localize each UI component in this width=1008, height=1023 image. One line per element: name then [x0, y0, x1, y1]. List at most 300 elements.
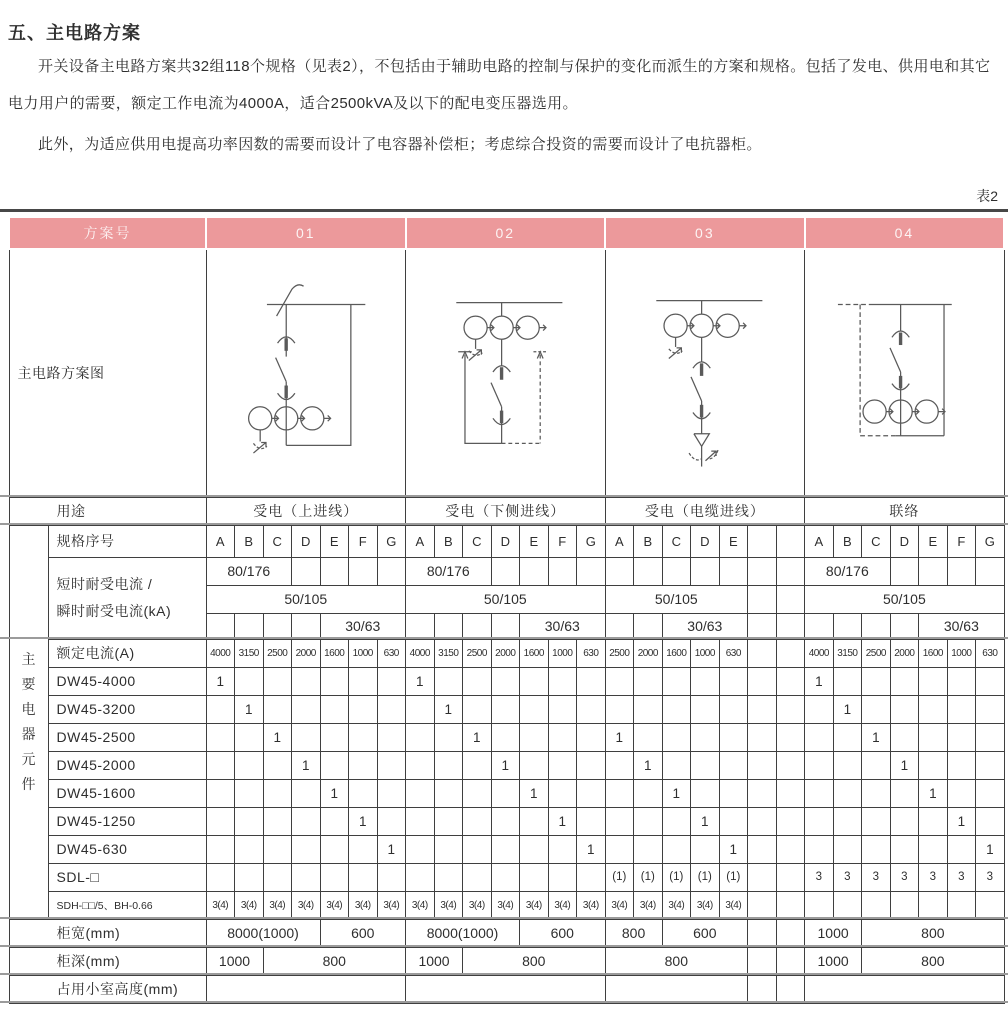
dw45-2500-cell: [805, 723, 834, 751]
withstand-1-cell: [349, 557, 378, 585]
spec-serial-cell: F: [349, 525, 378, 557]
spec-serial-cell: G: [377, 525, 406, 557]
dw45-4000-cell: [605, 667, 634, 695]
section-divider-line: [0, 1001, 1008, 1003]
depth-cell: 800: [263, 947, 406, 975]
width-cell: [748, 919, 777, 947]
spec-serial-cell: D: [890, 525, 919, 557]
sdh-cell: [947, 891, 976, 919]
dw45-4000-cell: 1: [406, 667, 435, 695]
dw45-3200-cell: 1: [434, 695, 463, 723]
dw45-2000-cell: [862, 751, 891, 779]
dw45-1600-row: [9, 779, 1004, 807]
dw45-1250-row: [9, 807, 1004, 835]
dw45-630-cell: 1: [719, 835, 748, 863]
withstand-3-cell: [491, 613, 520, 639]
dw45-1600-label: DW45-1600: [48, 779, 206, 807]
dw45-1600-cell: [491, 779, 520, 807]
dw45-4000-cell: [320, 667, 349, 695]
dw45-2000-cell: [691, 751, 720, 779]
sdl-cell: [577, 863, 606, 891]
withstand-3-cell: [748, 613, 777, 639]
scheme-header-03: 03: [605, 217, 805, 249]
usage-value: 受电（下侧进线）: [406, 497, 606, 525]
dw45-630-cell: [406, 835, 435, 863]
rated-current-cell: 2000: [634, 639, 663, 667]
section-divider-line: [0, 973, 1008, 975]
dw45-2000-cell: [833, 751, 862, 779]
rated-current-cell: 2500: [862, 639, 891, 667]
dw45-1600-cell: [292, 779, 321, 807]
dw45-2000-cell: [776, 751, 805, 779]
dw45-630-cell: [292, 835, 321, 863]
dw45-2500-cell: 1: [605, 723, 634, 751]
paragraph-1: 开关设备主电路方案共32组118个规格（见表2），不包括由于辅助电路的控制与保护的变化而派生的方案和规格。包括了发电、供用电和其它电力用户的需要，额定工作电流为4000A，适合2500kVA及以下的配电变压器选用。: [8, 58, 991, 112]
dw45-3200-cell: [776, 695, 805, 723]
dw45-1600-cell: [548, 779, 577, 807]
rated-current-cell: 2000: [890, 639, 919, 667]
withstand-2-cell: 50/105: [605, 585, 748, 613]
dw45-630-cell: [805, 835, 834, 863]
withstand-3-cell: 30/63: [662, 613, 748, 639]
dw45-630-cell: [776, 835, 805, 863]
dw45-1250-label: DW45-1250: [48, 807, 206, 835]
dw45-2000-cell: [919, 751, 948, 779]
spec-serial-cell: B: [833, 525, 862, 557]
sdh-cell: 3(4): [577, 891, 606, 919]
dw45-3200-cell: [976, 695, 1005, 723]
dw45-1250-cell: [634, 807, 663, 835]
dw45-4000-cell: [691, 667, 720, 695]
sdh-cell: 3(4): [292, 891, 321, 919]
dw45-2000-cell: [434, 751, 463, 779]
sdl-cell: (1): [719, 863, 748, 891]
section-divider-line: [0, 945, 1008, 947]
width-cell: 600: [320, 919, 406, 947]
withstand-1-row: [9, 557, 1004, 585]
dw45-2500-cell: [377, 723, 406, 751]
width-row: [9, 919, 1004, 947]
depth-cell: 800: [463, 947, 606, 975]
sdl-cell: [406, 863, 435, 891]
dw45-4000-cell: [463, 667, 492, 695]
sdl-cell: [292, 863, 321, 891]
dw45-1600-cell: 1: [320, 779, 349, 807]
sdh-cell: 3(4): [463, 891, 492, 919]
spec-serial-cell: A: [206, 525, 235, 557]
sdh-cell: 3(4): [691, 891, 720, 919]
dw45-1250-cell: [919, 807, 948, 835]
dw45-2000-label: DW45-2000: [48, 751, 206, 779]
main-circuit-scheme-table: [8, 216, 1005, 1004]
dw45-4000-cell: [520, 667, 549, 695]
sdh-cell: [833, 891, 862, 919]
dw45-2500-cell: [748, 723, 777, 751]
dw45-2000-cell: 1: [491, 751, 520, 779]
sdh-cell: 3(4): [235, 891, 264, 919]
dw45-2500-row: [9, 723, 1004, 751]
sdh-cell: 3(4): [320, 891, 349, 919]
dw45-630-cell: [862, 835, 891, 863]
dw45-630-cell: [520, 835, 549, 863]
dw45-1600-cell: [947, 779, 976, 807]
depth-cell: 1000: [406, 947, 463, 975]
dw45-4000-cell: [862, 667, 891, 695]
dw45-1250-cell: [406, 807, 435, 835]
sdh-cell: [776, 891, 805, 919]
sdh-cell: [919, 891, 948, 919]
depth-cell: 1000: [805, 947, 862, 975]
withstand-1-label: 短时耐受电流 / 瞬时耐受电流(kA): [48, 557, 206, 639]
sdl-cell: 3: [947, 863, 976, 891]
usage-value: 受电（上进线）: [206, 497, 406, 525]
rated-current-cell: 1600: [320, 639, 349, 667]
withstand-1-cell: [548, 557, 577, 585]
dw45-4000-cell: [748, 667, 777, 695]
withstand-3-cell: [805, 613, 834, 639]
spec-serial-cell: C: [662, 525, 691, 557]
withstand-1-cell: [662, 557, 691, 585]
dw45-3200-cell: [349, 695, 378, 723]
scheme-04-circuit-diagram: [809, 250, 999, 496]
dw45-2000-cell: [947, 751, 976, 779]
room-height-row: [9, 975, 1004, 1003]
dw45-630-cell: [605, 835, 634, 863]
room-height-cell: [206, 975, 406, 1003]
spec-serial-cell: B: [434, 525, 463, 557]
scheme-header-02: 02: [406, 217, 606, 249]
sdh-cell: 3(4): [605, 891, 634, 919]
dw45-1250-cell: [833, 807, 862, 835]
dw45-1600-cell: [577, 779, 606, 807]
sdh-cell: 3(4): [634, 891, 663, 919]
dw45-2500-cell: [634, 723, 663, 751]
dw45-1250-cell: [890, 807, 919, 835]
dw45-2000-row: [9, 751, 1004, 779]
withstand-1-cell: [919, 557, 948, 585]
dw45-630-cell: 1: [377, 835, 406, 863]
sdh-cell: 3(4): [434, 891, 463, 919]
withstand-1-cell: [976, 557, 1005, 585]
scheme-01-circuit-diagram: [211, 250, 401, 496]
dw45-1600-cell: [890, 779, 919, 807]
dw45-2500-cell: [320, 723, 349, 751]
depth-row: [9, 947, 1004, 975]
rated-current-cell: 4000: [406, 639, 435, 667]
dw45-3200-cell: [634, 695, 663, 723]
depth-cell: 800: [605, 947, 748, 975]
withstand-3-cell: [605, 613, 634, 639]
sdl-cell: [235, 863, 264, 891]
dw45-3200-cell: [862, 695, 891, 723]
dw45-4000-cell: [919, 667, 948, 695]
width-cell: 1000: [805, 919, 862, 947]
dw45-2500-cell: [292, 723, 321, 751]
dw45-630-cell: [691, 835, 720, 863]
dw45-1250-cell: [263, 807, 292, 835]
rated-current-cell: 4000: [206, 639, 235, 667]
dw45-630-cell: 1: [976, 835, 1005, 863]
sdh-label: SDH-□□/5、BH-0.66: [48, 891, 206, 919]
withstand-3-cell: 30/63: [919, 613, 1005, 639]
dw45-1250-cell: 1: [349, 807, 378, 835]
dw45-1250-cell: [206, 807, 235, 835]
spec-serial-cell: C: [263, 525, 292, 557]
sdl-cell: [206, 863, 235, 891]
dw45-1600-cell: [349, 779, 378, 807]
dw45-4000-cell: [833, 667, 862, 695]
withstand-3-cell: [862, 613, 891, 639]
spec-serial-cell: [748, 525, 777, 557]
dw45-1600-cell: [776, 779, 805, 807]
dw45-1600-cell: [235, 779, 264, 807]
section-divider-line: [0, 495, 1008, 497]
withstand-1-cell: [577, 557, 606, 585]
dw45-3200-cell: [263, 695, 292, 723]
dw45-2500-cell: [548, 723, 577, 751]
withstand-3-cell: [634, 613, 663, 639]
sdh-cell: [890, 891, 919, 919]
dw45-2000-cell: [577, 751, 606, 779]
dw45-630-cell: [919, 835, 948, 863]
dw45-2000-cell: [662, 751, 691, 779]
spec-serial-cell: B: [634, 525, 663, 557]
dw45-2500-cell: [776, 723, 805, 751]
rated-current-cell: 2500: [263, 639, 292, 667]
dw45-2500-cell: [406, 723, 435, 751]
spec-serial-cell: A: [406, 525, 435, 557]
dw45-4000-cell: 1: [206, 667, 235, 695]
dw45-2500-cell: 1: [862, 723, 891, 751]
withstand-1-cell: [691, 557, 720, 585]
sdl-cell: [776, 863, 805, 891]
sdl-label: SDL-□: [48, 863, 206, 891]
depth-cell: 1000: [206, 947, 263, 975]
dw45-3200-cell: 1: [235, 695, 264, 723]
dw45-2000-cell: [206, 751, 235, 779]
dw45-2000-cell: [349, 751, 378, 779]
rated-current-cell: 630: [719, 639, 748, 667]
dw45-1250-cell: [805, 807, 834, 835]
spec-serial-row: [9, 525, 1004, 557]
rated-current-cell: 1000: [349, 639, 378, 667]
withstand-1-cell: 80/176: [805, 557, 891, 585]
rated-current-cell: [776, 639, 805, 667]
dw45-2000-cell: [463, 751, 492, 779]
dw45-4000-cell: [263, 667, 292, 695]
rated-current-cell: 630: [377, 639, 406, 667]
dw45-1250-cell: [719, 807, 748, 835]
dw45-630-cell: [833, 835, 862, 863]
withstand-2-cell: 50/105: [206, 585, 406, 613]
dw45-2500-cell: [976, 723, 1005, 751]
withstand-1-cell: [605, 557, 634, 585]
width-cell: 600: [520, 919, 606, 947]
withstand-2-cell: [776, 585, 805, 613]
dw45-1250-cell: 1: [691, 807, 720, 835]
scheme-header-01: 01: [206, 217, 406, 249]
dw45-1600-cell: [748, 779, 777, 807]
spec-serial-cell: [776, 525, 805, 557]
usage-row-label: 用途: [9, 497, 206, 525]
withstand-1-cell: [491, 557, 520, 585]
spec-serial-cell: C: [862, 525, 891, 557]
sdl-cell: 3: [976, 863, 1005, 891]
dw45-2000-cell: [406, 751, 435, 779]
withstand-1-cell: [377, 557, 406, 585]
scheme-header-04: 04: [805, 217, 1005, 249]
dw45-4000-cell: [947, 667, 976, 695]
dw45-630-cell: [206, 835, 235, 863]
dw45-2500-label: DW45-2500: [48, 723, 206, 751]
dw45-2000-cell: [976, 751, 1005, 779]
dw45-2000-cell: [235, 751, 264, 779]
dw45-4000-cell: [434, 667, 463, 695]
dw45-2000-cell: 1: [292, 751, 321, 779]
usage-value: 联络: [805, 497, 1005, 525]
spec-serial-cell: F: [548, 525, 577, 557]
dw45-1600-cell: [263, 779, 292, 807]
dw45-630-cell: [320, 835, 349, 863]
dw45-2000-cell: [377, 751, 406, 779]
withstand-3-cell: [890, 613, 919, 639]
withstand-1-cell: 80/176: [406, 557, 492, 585]
spec-serial-cell: B: [235, 525, 264, 557]
sdl-cell: [463, 863, 492, 891]
rated-current-cell: 2500: [463, 639, 492, 667]
sdh-cell: 3(4): [377, 891, 406, 919]
dw45-1250-cell: [577, 807, 606, 835]
spec-serial-cell: E: [719, 525, 748, 557]
withstand-1-cell: [776, 557, 805, 585]
sdh-cell: 3(4): [263, 891, 292, 919]
withstand-2-cell: 50/105: [406, 585, 606, 613]
dw45-630-cell: [890, 835, 919, 863]
sdl-cell: [520, 863, 549, 891]
spec-serial-cell: C: [463, 525, 492, 557]
sdh-cell: 3(4): [406, 891, 435, 919]
dw45-2000-cell: 1: [634, 751, 663, 779]
dw45-4000-cell: [377, 667, 406, 695]
depth-cell: 800: [862, 947, 1005, 975]
dw45-1250-cell: [463, 807, 492, 835]
dw45-2500-cell: 1: [463, 723, 492, 751]
scheme-02-diagram-cell: [406, 249, 606, 497]
dw45-1600-cell: [206, 779, 235, 807]
dw45-3200-cell: [605, 695, 634, 723]
dw45-630-cell: 1: [577, 835, 606, 863]
sdl-cell: [320, 863, 349, 891]
dw45-4000-cell: [662, 667, 691, 695]
sdl-cell: [748, 863, 777, 891]
spec-serial-label: 规格序号: [48, 525, 206, 557]
rated-current-cell: 1000: [691, 639, 720, 667]
dw45-2500-cell: [206, 723, 235, 751]
dw45-1600-cell: [406, 779, 435, 807]
dw45-2500-cell: [719, 723, 748, 751]
rated-current-cell: 2500: [605, 639, 634, 667]
dw45-2000-cell: 1: [890, 751, 919, 779]
depth-cell: [776, 947, 805, 975]
paragraph-2: 此外，为适应供用电提高功率因数的需要而设计了电容器补偿柜；考虑综合投资的需要而设计了电抗器柜。: [38, 136, 762, 153]
dw45-630-cell: [235, 835, 264, 863]
main-components-vertical-label: 主 要 电 器 元 件: [9, 525, 48, 919]
dw45-3200-cell: [691, 695, 720, 723]
sdh-cell: 3(4): [719, 891, 748, 919]
dw45-1250-cell: [520, 807, 549, 835]
sdh-cell: [976, 891, 1005, 919]
dw45-1600-cell: [463, 779, 492, 807]
sdh-cell: 3(4): [662, 891, 691, 919]
dw45-630-cell: [662, 835, 691, 863]
dw45-3200-cell: [206, 695, 235, 723]
sdl-cell: [548, 863, 577, 891]
rated-current-cell: [748, 639, 777, 667]
dw45-2500-cell: [349, 723, 378, 751]
sdh-cell: 3(4): [548, 891, 577, 919]
withstand-3-cell: [833, 613, 862, 639]
diagram-row-label: 主电路方案图: [9, 249, 206, 497]
withstand-3-cell: [235, 613, 264, 639]
dw45-1600-cell: [377, 779, 406, 807]
dw45-3200-cell: [463, 695, 492, 723]
withstand-3-cell: [406, 613, 435, 639]
rated-current-cell: 3150: [434, 639, 463, 667]
dw45-1250-cell: [491, 807, 520, 835]
dw45-630-cell: [634, 835, 663, 863]
dw45-2500-cell: 1: [263, 723, 292, 751]
dw45-3200-row: [9, 695, 1004, 723]
dw45-4000-cell: [634, 667, 663, 695]
rated-current-row: [9, 639, 1004, 667]
room-height-label: 占用小室高度(mm): [9, 975, 206, 1003]
sdh-cell: 3(4): [206, 891, 235, 919]
section-title: 五、主电路方案: [8, 22, 141, 43]
withstand-1-cell: [748, 557, 777, 585]
rated-current-cell: 3150: [833, 639, 862, 667]
scheme-03-diagram-cell: [605, 249, 805, 497]
dw45-4000-cell: [890, 667, 919, 695]
spec-serial-cell: E: [320, 525, 349, 557]
width-cell: 800: [605, 919, 662, 947]
sdh-cell: 3(4): [520, 891, 549, 919]
dw45-1250-cell: [292, 807, 321, 835]
dw45-1600-cell: [605, 779, 634, 807]
dw45-1250-cell: [320, 807, 349, 835]
dw45-1250-cell: [434, 807, 463, 835]
dw45-630-cell: [349, 835, 378, 863]
sdl-cell: (1): [605, 863, 634, 891]
withstand-3-cell: [292, 613, 321, 639]
spec-serial-cell: A: [805, 525, 834, 557]
dw45-4000-cell: [349, 667, 378, 695]
spec-serial-cell: F: [947, 525, 976, 557]
room-height-cell: [776, 975, 805, 1003]
sdl-cell: [377, 863, 406, 891]
dw45-2000-cell: [320, 751, 349, 779]
sdh-cell: [748, 891, 777, 919]
dw45-3200-cell: [947, 695, 976, 723]
rated-current-cell: 1600: [662, 639, 691, 667]
dw45-3200-cell: [805, 695, 834, 723]
dw45-2000-cell: [263, 751, 292, 779]
dw45-4000-row: [9, 667, 1004, 695]
dw45-2000-cell: [805, 751, 834, 779]
dw45-3200-cell: [748, 695, 777, 723]
dw45-3200-label: DW45-3200: [48, 695, 206, 723]
sdl-cell: [491, 863, 520, 891]
rated-current-cell: 1000: [548, 639, 577, 667]
